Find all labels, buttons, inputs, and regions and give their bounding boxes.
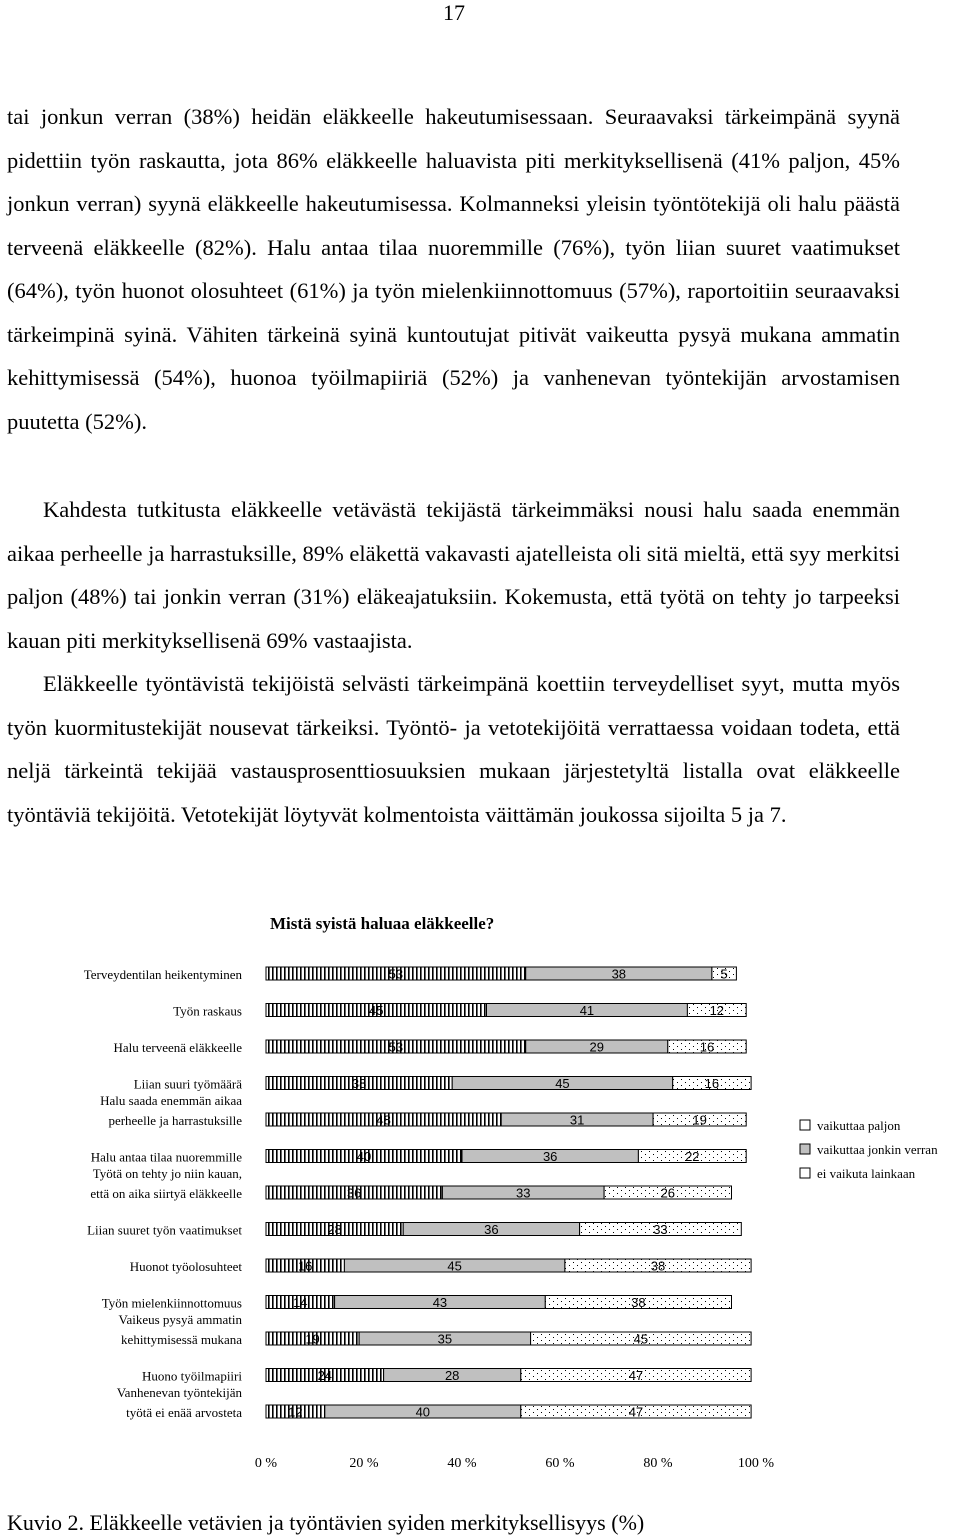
data-label: 38 [611, 966, 627, 982]
legend-swatch [800, 1168, 810, 1178]
category-label: perheelle ja harrastuksille [108, 1113, 242, 1128]
category-label: Halu saada enemmän aikaa [100, 1093, 242, 1108]
category-label: Työtä on tehty jo niin kauan, [92, 1166, 242, 1181]
legend-swatch [800, 1120, 810, 1130]
data-label: 45 [447, 1258, 462, 1274]
category-label: Halu terveenä eläkkeelle [113, 1040, 242, 1055]
data-label: 29 [589, 1039, 604, 1055]
x-tick-label: 60 % [545, 1456, 575, 1471]
data-label: 45 [369, 1003, 384, 1018]
category-label: Liian suuret työn vaatimukset [87, 1222, 242, 1238]
data-label: 16 [699, 1039, 715, 1055]
category-label: kehittymisessä mukana [121, 1332, 242, 1347]
category-label: Vaikeus pysyä ammatin [118, 1312, 242, 1327]
category-label: Työn raskaus [173, 1003, 242, 1019]
data-label: 40 [415, 1404, 431, 1420]
data-label: 47 [628, 1404, 644, 1420]
data-label: 22 [685, 1149, 700, 1164]
data-label: 19 [305, 1331, 320, 1347]
paragraph-3: Eläkkeelle työntävistä tekijöistä selvästi tärkeimpänä koettiin terveydelliset syyt, mutta myös työn kuormitustekijät nousevat tärkeiksi. Työntö- ja vetotekijöitä verrattaessa voidaan todeta, että neljä tärkeintä tekijää vastausprosenttiosuuksien mukaan järjestetyltä listalla ovat eläkkeelle työntäviä tekijöitä. Vetotekijät löytyvät kolmentoista väittämän joukossa sijoilta 5 ja 7. [7, 671, 900, 827]
data-label: 28 [444, 1368, 460, 1383]
data-label: 33 [653, 1222, 668, 1237]
legend-entry: ei vaikuta lainkaan [817, 1166, 916, 1181]
category-label: Työn mielenkiinnottomuus [101, 1295, 242, 1311]
data-label: 40 [356, 1149, 372, 1164]
data-label: 28 [327, 1222, 342, 1237]
category-label: Liian suuri työmäärä [133, 1076, 242, 1092]
category-label: Terveydentilan heikentyminen [83, 967, 242, 982]
x-tick-label: 80 % [643, 1456, 673, 1471]
data-label: 45 [633, 1331, 649, 1347]
data-label: 36 [542, 1149, 558, 1164]
category-label: Huonot työolosuhteet [129, 1259, 242, 1274]
data-label: 41 [579, 1003, 595, 1018]
data-label: 16 [297, 1258, 313, 1274]
category-label: Vanhenevan työntekijän [116, 1385, 242, 1400]
data-label: 26 [660, 1185, 676, 1201]
page-number: 17 [443, 0, 465, 25]
data-label: 35 [437, 1331, 453, 1347]
data-label: 19 [692, 1112, 707, 1128]
x-tick-label: 0 % [254, 1456, 278, 1471]
x-tick-label: 40 % [447, 1456, 477, 1471]
data-label: 38 [351, 1076, 367, 1091]
data-label: 16 [704, 1076, 720, 1091]
data-label: 48 [376, 1112, 391, 1128]
category-label: Huono työilmapiiri [141, 1368, 242, 1384]
data-label: 36 [484, 1222, 499, 1237]
data-label: 53 [388, 966, 404, 982]
category-label: että on aika siirtyä eläkkeelle [90, 1186, 242, 1201]
stacked-bar-chart [0, 940, 960, 1480]
legend-entry: vaikuttaa paljon [817, 1118, 901, 1133]
category-label: työtä ei enää arvosteta [126, 1405, 242, 1420]
figure-caption: Kuvio 2. Eläkkeelle vetävien ja työntävien syiden merkityksellisyys (%) [7, 1510, 645, 1535]
data-label: 38 [631, 1295, 646, 1310]
paragraph-1: tai jonkun verran (38%) heidän eläkkeelle hakeutumisessaan. Seuraavaksi tärkeimpänä syynä pidettiin työn raskautta, jota 86% eläkkeelle haluavista piti merkityksellisenä (41% paljon, 45% jonkun verran) syynä eläkkeelle hakeutumisessa. Kolmanneksi yleisin työntötekijä oli halu päästä terveenä eläkkeelle (82%). Halu antaa tilaa nuoremmille (76%), työn liian suuret vaatimukset (64%), työn huonot olosuhteet (61%) ja työn mielenkiinnottomuus (57%), raportoitiin seuraavaksi tärkeimpinä syinä. Vähiten tärkeinä syinä kuntoutujat pitivät vaikeutta pysyä mukana ammatin kehittymisessä (54%), huonoa työilmapiiriä (52%) ja vanhenevan työntekijän arvostamisen puutetta (52%). [7, 104, 900, 434]
x-tick-label: 20 % [349, 1456, 379, 1471]
legend-swatch [800, 1144, 810, 1154]
data-label: 12 [288, 1404, 303, 1420]
data-label: 43 [432, 1295, 448, 1310]
data-label: 12 [709, 1003, 725, 1018]
data-label: 5 [720, 966, 728, 982]
chart-title: Mistä syistä haluaa eläkkeelle? [270, 914, 495, 933]
legend-entry: vaikuttaa jonkin verran [817, 1142, 938, 1157]
data-label: 24 [317, 1368, 333, 1383]
data-label: 45 [555, 1076, 570, 1091]
paragraph-2: Kahdesta tutkitusta eläkkeelle vetävästä tekijästä tärkeimmäksi nousi halu saada enemmän aikaa perheelle ja harrastuksille, 89% eläkettä vakavasti ajatelleista oli sitä mieltä, että syy merkitsi paljon (48%) tai jonkin verran (31%) eläkeajatuksiin. Kokemusta, että työtä on tehty jo tarpeeksi kauan piti merkityksellisenä 69% vastaajista. [7, 497, 900, 653]
data-label: 47 [628, 1368, 644, 1383]
category-label: Halu antaa tilaa nuoremmille [90, 1149, 242, 1165]
x-tick-label: 100 % [737, 1456, 775, 1471]
data-label: 33 [516, 1185, 531, 1201]
data-label: 14 [293, 1295, 308, 1310]
data-label: 31 [569, 1112, 585, 1128]
data-label: 53 [388, 1039, 404, 1055]
data-label: 38 [650, 1258, 666, 1274]
data-label: 36 [346, 1185, 362, 1201]
